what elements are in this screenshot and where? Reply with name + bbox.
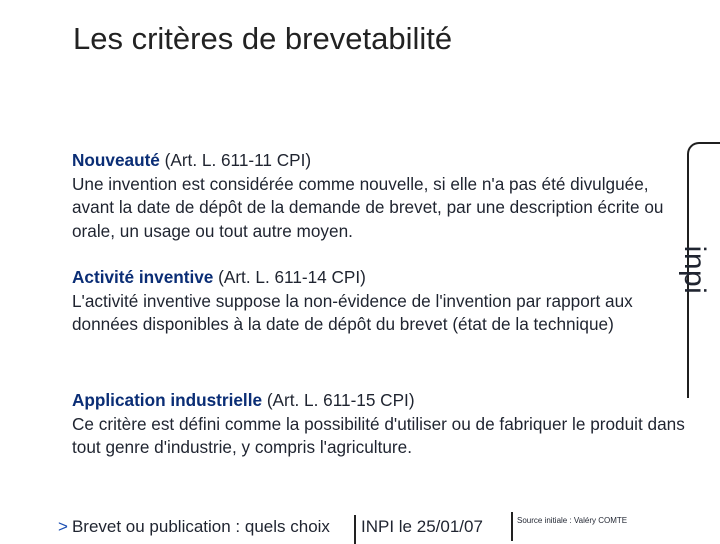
slide-title: Les critères de brevetabilité (73, 21, 453, 56)
footer-source-credit: Source initiale : Valéry COMTE (517, 516, 628, 525)
footer (0, 505, 720, 540)
criterion-section-industrial-application (72, 389, 687, 460)
criterion-description-industrial-application: Ce critère est défini comme la possibilité d'utiliser ou de fabriquer le produit dans tout genre d'industrie, y compris l'agriculture. (72, 413, 685, 458)
criterion-title-inventive-step: Activité inventive (72, 267, 214, 287)
criterion-reference-novelty: (Art. L. 611-11 CPI) (159, 150, 312, 170)
criterion-heading-novelty (72, 149, 687, 173)
criterion-title-novelty: Nouveauté (72, 150, 160, 170)
inpi-logo-text: inpi (678, 245, 711, 295)
footer-event-date: INPI le 25/01/07 (361, 517, 483, 536)
criterion-title-industrial-application: Application industrielle (72, 390, 263, 410)
footer-presentation-label: Brevet ou publication : quels choix (71, 517, 330, 536)
criterion-heading-industrial-application (72, 389, 687, 413)
footer-divider-right (511, 512, 513, 541)
criterion-description-novelty: Une invention est considérée comme nouvelle, si elle n'a pas été divulguée, avant la date de dépôt de la demande de brevet, par une description écrite ou orale, un usage ou tout autre moyen. (72, 173, 664, 242)
criterion-description-inventive-step: L'activité inventive suppose la non-évidence de l'invention par rapport aux données disponibles à la date de dépôt du brevet (état de la technique) (72, 290, 633, 335)
criterion-section-inventive-step (72, 266, 687, 337)
criterion-heading-inventive-step (72, 266, 687, 290)
footer-presentation-title (58, 517, 330, 537)
arrow-icon: > (58, 517, 68, 536)
criterion-section-novelty (72, 149, 687, 244)
criterion-reference-industrial-application: (Art. L. 611-15 CPI) (262, 390, 415, 410)
criterion-reference-inventive-step: (Art. L. 611-14 CPI) (213, 267, 366, 287)
